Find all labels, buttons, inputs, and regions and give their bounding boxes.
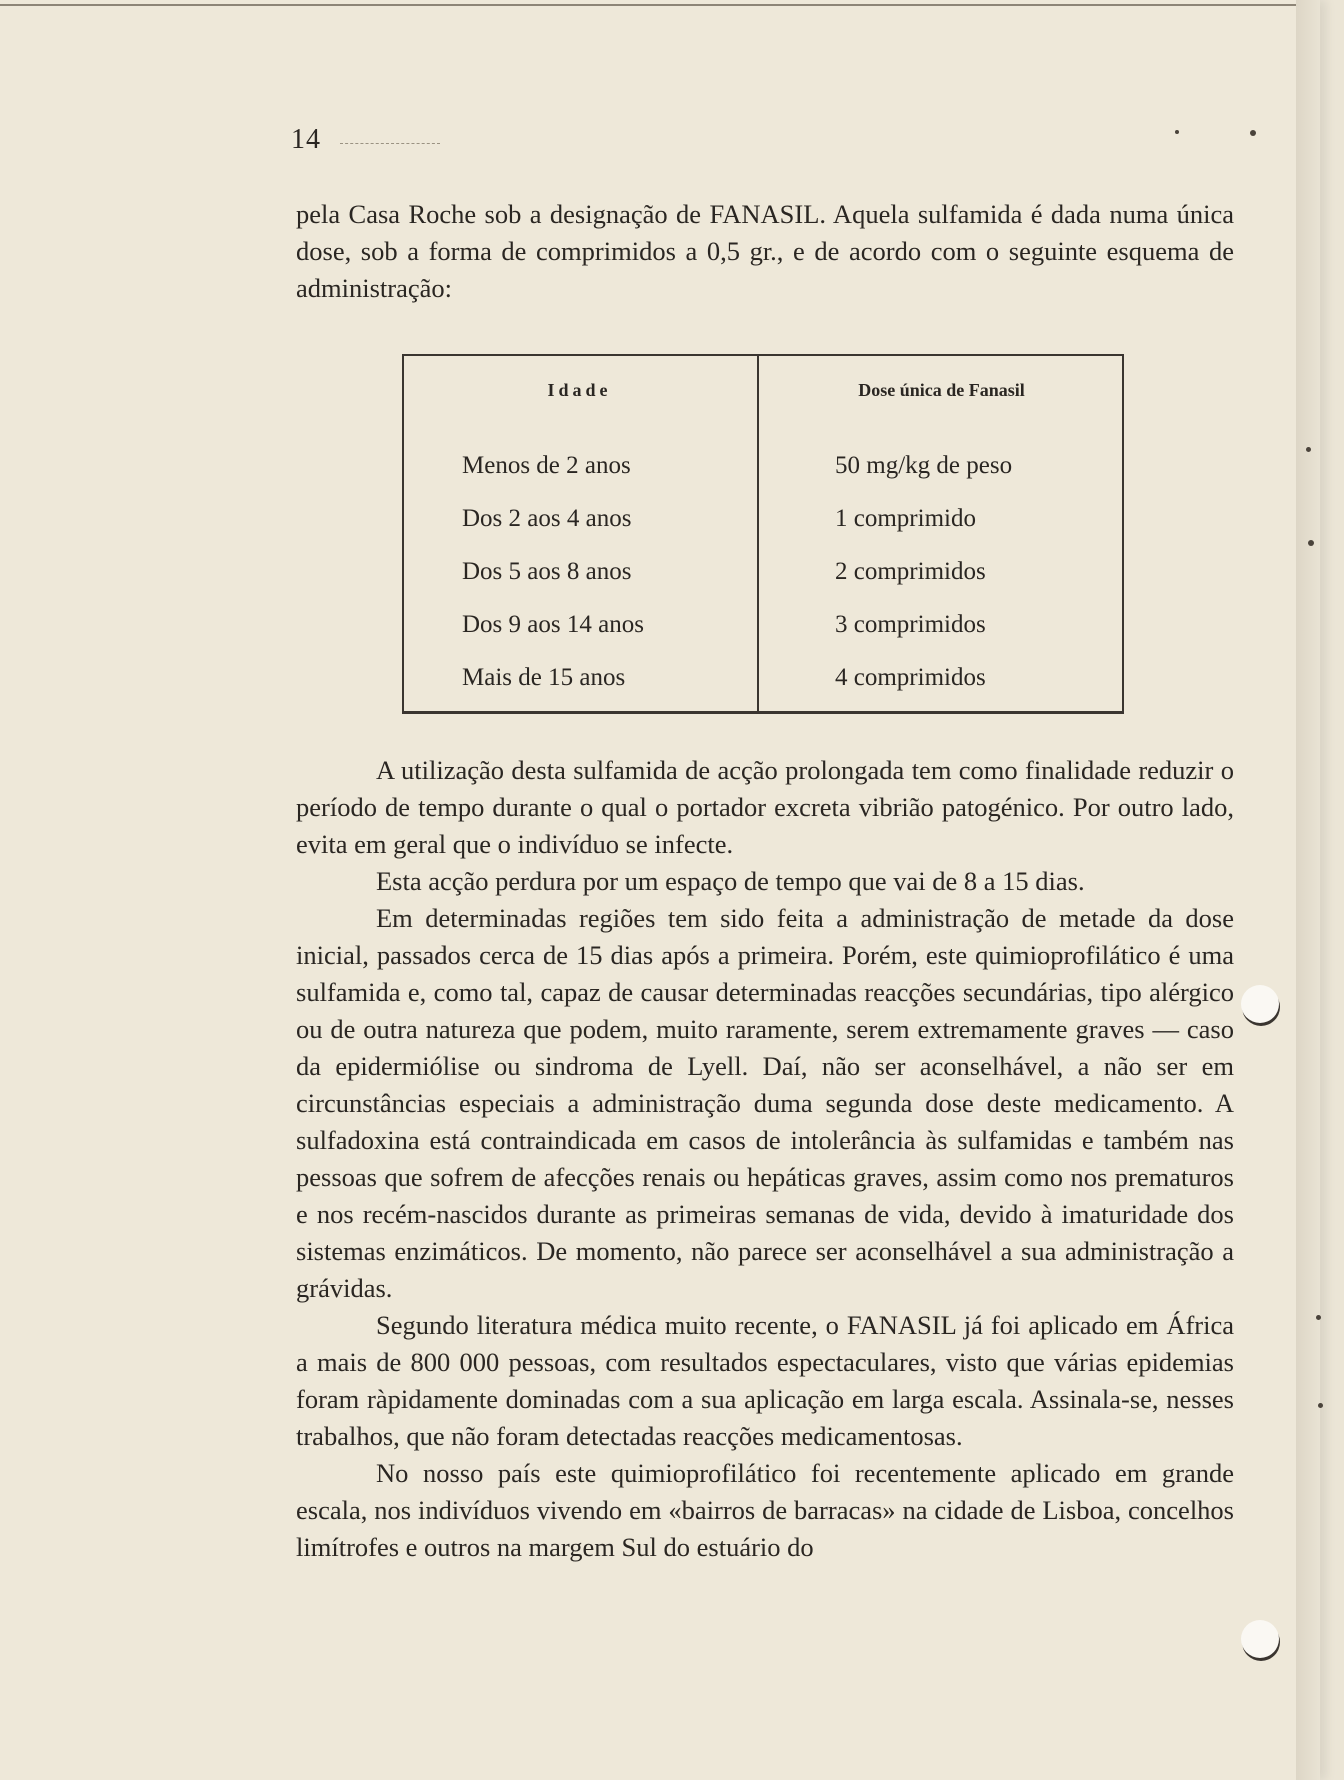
intro-paragraph: [296, 196, 1234, 307]
ink-speck: [1175, 130, 1179, 134]
body-paragraph: Em determinadas regiões tem sido feita a administração de metade da dose inicial, passados cerca de 15 dias após a primeira. Porém, este quimioprofilático é uma sulfamida e, como tal, capaz de causar determinadas reacções secundárias, tipo alérgico ou de outra natureza que podem, muito raramente, serem extremamente graves — caso da epidermiólise ou sindroma de Lyell. Daí, não ser aconselhável, a não ser em circunstâncias especiais a administração duma segunda dose deste medicamento. A sulfadoxina está contraindicada em casos de intolerância às sulfamidas e também nas pessoas que sofrem de afecções renais ou hepáticas graves, assim como nos prematuros e nos recém-nascidos durante as primeiras semanas de vida, devido à imaturidade dos sistemas enzimáticos. De momento, não parece ser aconselhável a sua administração a grávidas.: [296, 903, 1234, 1303]
table-border-left: [402, 354, 404, 714]
table-cell-dose: 4 comprimidos: [835, 664, 986, 691]
table-cell-age: Mais de 15 anos: [462, 664, 626, 691]
table-column-divider: [757, 354, 759, 714]
page-number: 14: [291, 124, 321, 155]
body-paragraph: No nosso país este quimioprofilático foi recentemente aplicado em grande escala, nos indivíduos vivendo em «bairros de barracas» na cidade de Lisboa, concelhos limítrofes e outros na margem Sul do estuário do: [296, 1458, 1234, 1562]
binder-hole: [1241, 985, 1279, 1023]
ink-speck: [1306, 447, 1311, 452]
ink-speck: [1318, 1403, 1323, 1408]
table-header-dose: Dose única de Fanasil: [858, 380, 1025, 400]
table-cell-age: Dos 9 aos 14 anos: [462, 611, 644, 638]
table-header-age: Idade: [547, 380, 612, 400]
body-paragraph: A utilização desta sulfamida de acção prolongada tem como finalidade reduzir o período de tempo durante o qual o portador excreta vibrião patogénico. Por outro lado, evita em geral que o indivíduo se infecte.: [296, 755, 1234, 859]
page-number-rule: [340, 143, 440, 144]
page-edge: [1296, 0, 1320, 1780]
ink-speck: [1308, 540, 1314, 546]
table-border-top: [402, 354, 1124, 356]
table-cell-dose: 1 comprimido: [835, 505, 976, 532]
dose-table: [402, 354, 1124, 714]
body-paragraph: Esta acção perdura por um espaço de tempo que vai de 8 a 15 dias.: [376, 866, 1085, 896]
table-border-right: [1122, 354, 1124, 714]
dose-column: [835, 446, 1012, 711]
ink-speck: [1316, 1315, 1321, 1320]
table-cell-age: Menos de 2 anos: [462, 452, 631, 479]
table-cell-age: Dos 5 aos 8 anos: [462, 558, 632, 585]
table-cell-dose: 2 comprimidos: [835, 558, 986, 585]
ink-speck: [1250, 130, 1256, 136]
body-text: [296, 752, 1234, 1566]
intro-text: pela Casa Roche sob a designação de FANASIL. Aquela sulfamida é dada numa única dose, sob a forma de comprimidos a 0,5 gr., e de acordo com o seguinte esquema de administração:: [296, 199, 1234, 303]
age-column: [462, 446, 644, 711]
body-paragraph: Segundo literatura médica muito recente, o FANASIL já foi aplicado em África a mais de 800 000 pessoas, com resultados espectaculares, visto que várias epidemias foram ràpidamente dominadas com a sua aplicação em larga escala. Assinala-se, nesses trabalhos, que não foram detectadas reacções medicamentosas.: [296, 1310, 1234, 1451]
page-top-rule: [0, 4, 1315, 6]
table-cell-age: Dos 2 aos 4 anos: [462, 505, 632, 532]
binder-hole: [1241, 1620, 1279, 1658]
table-cell-dose: 3 comprimidos: [835, 611, 986, 638]
table-border-bottom: [402, 711, 1124, 714]
table-cell-dose: 50 mg/kg de peso: [835, 452, 1013, 479]
